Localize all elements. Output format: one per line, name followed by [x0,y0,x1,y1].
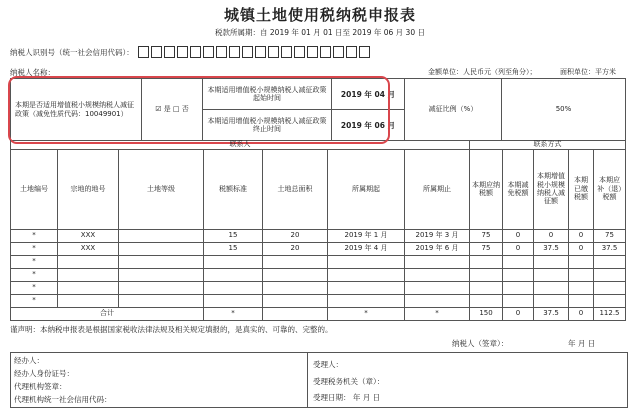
header-cell: 本期应补（退）税额 [594,149,626,229]
cell[interactable] [470,281,503,294]
cell[interactable]: * [11,229,58,242]
group-contact: 联系人 [11,140,470,149]
cell[interactable]: 75 [470,229,503,242]
cell[interactable] [119,268,204,281]
table-row [11,255,626,268]
relief-start-value[interactable]: 2019 年 04 月 [332,79,405,110]
cell[interactable] [58,268,119,281]
receive-date-label: 受理日期： 年 月 日 [313,393,381,402]
table-row [11,242,626,255]
agent-id-label: 经办人身份证号： [14,369,74,378]
cell[interactable] [503,255,534,268]
cell: 0 [569,307,594,320]
cell[interactable] [119,242,204,255]
cell[interactable] [119,281,204,294]
receiver-label: 受理人： [313,360,343,369]
table-row [11,281,626,294]
header-cell: 本期减免税额 [503,149,534,229]
form-title: 城镇土地使用税纳税申报表 [223,6,416,24]
cell[interactable] [503,281,534,294]
cell[interactable] [534,268,569,281]
taxpayer-id-boxes[interactable] [138,46,372,58]
table-row [11,268,626,281]
cell[interactable] [534,281,569,294]
taxpayer-name-label: 纳税人名称： [10,68,55,77]
declaration: 谨声明：本纳税申报表是根据国家税收法律法规及相关规定填报的，是真实的、可靠的、完整的。 [10,325,333,334]
group-contact-method: 联系方式 [470,140,626,149]
cell: 0 [503,307,534,320]
cell[interactable] [204,255,263,268]
cell[interactable]: 37.5 [594,242,626,255]
header-cell: 土地总面积 [263,149,328,229]
amount-unit: 金额单位：人民币元（列至角分）； [428,68,537,76]
relief-choice[interactable]: ☑ 是 □ 否 [142,79,203,141]
cell[interactable] [204,281,263,294]
cell[interactable]: * [11,242,58,255]
cell[interactable] [263,281,328,294]
cell[interactable] [328,255,405,268]
cell[interactable]: 15 [204,242,263,255]
cell[interactable] [263,294,328,307]
tax-period: 税款所属期：自 2019 年 01 月 01 日至 2019 年 06 月 30 日 [215,28,425,37]
relief-end-label: 本期适用增值税小规模纳税人减征政策终止时间 [203,110,332,141]
header-cell: 宗地的地号 [58,149,119,229]
cell[interactable]: 0 [534,229,569,242]
relief-ratio-label: 减征比例（%） [405,79,502,141]
cell[interactable] [204,268,263,281]
cell[interactable] [58,294,119,307]
cell: 37.5 [534,307,569,320]
cell[interactable]: 20 [263,229,328,242]
table-row [11,229,626,242]
cell: 150 [470,307,503,320]
cell[interactable] [569,294,594,307]
relief-start-label: 本期适用增值税小规模纳税人减征政策起始时间 [203,79,332,110]
cell[interactable] [569,268,594,281]
agency-sign-label: 代理机构签章： [14,382,67,391]
total-label: 合计 [11,307,204,320]
cell[interactable]: 2019 年 3 月 [405,229,470,242]
total-row [11,307,626,320]
header-cell: 本期已缴税额 [569,149,594,229]
header-cell: 土地等级 [119,149,204,229]
cell[interactable] [470,294,503,307]
cell[interactable] [534,255,569,268]
cell: * [405,307,470,320]
cell[interactable]: 0 [503,229,534,242]
cell[interactable]: 75 [594,229,626,242]
cell[interactable]: XXX [58,229,119,242]
cell[interactable] [503,294,534,307]
relief-ratio-value[interactable]: 50% [502,79,626,141]
header-cell: 所属期止 [405,149,470,229]
cell[interactable]: 15 [204,229,263,242]
cell[interactable]: * [11,281,58,294]
cell[interactable] [594,281,626,294]
cell[interactable] [569,281,594,294]
agent-label: 经办人： [14,356,44,365]
cell[interactable] [405,268,470,281]
table-header [11,149,626,229]
cell[interactable]: 0 [569,242,594,255]
cell[interactable]: 37.5 [534,242,569,255]
cell[interactable] [328,281,405,294]
cell[interactable] [470,255,503,268]
cell: 112.5 [594,307,626,320]
cell[interactable]: 2019 年 4 月 [328,242,405,255]
header-cell: 本期增值税小规模纳税人减征额 [534,149,569,229]
cell[interactable]: 2019 年 6 月 [405,242,470,255]
cell[interactable] [119,294,204,307]
cell[interactable]: * [11,294,58,307]
cell[interactable] [594,268,626,281]
area-unit: 面积单位：平方米 [560,68,616,76]
cell[interactable] [328,268,405,281]
highlight-box [8,76,390,144]
cell[interactable] [405,281,470,294]
cell: * [204,307,263,320]
cell[interactable] [119,229,204,242]
cell[interactable] [58,281,119,294]
taxpayer-id-label: 纳税人识别号（统一社会信用代码）： [10,47,134,57]
cell[interactable] [594,255,626,268]
cell[interactable]: 75 [470,242,503,255]
cell[interactable]: * [11,268,58,281]
header-cell: 本期应纳税额 [470,149,503,229]
cell[interactable] [405,255,470,268]
taxpayer-sign-label: 纳税人（签章）： [452,339,509,348]
cell[interactable] [594,294,626,307]
relief-end-value[interactable]: 2019 年 06 月 [332,110,405,141]
cell [263,307,328,320]
header-cell: 所属期起 [328,149,405,229]
cell[interactable]: 2019 年 1 月 [328,229,405,242]
agency-credit-label: 代理机构统一社会信用代码： [14,395,112,404]
sign-date: 年 月 日 [568,339,596,348]
cell[interactable] [204,294,263,307]
tax-table [10,140,626,321]
cell[interactable]: XXX [58,242,119,255]
cell[interactable] [328,294,405,307]
cell[interactable] [263,268,328,281]
cell[interactable]: 0 [569,229,594,242]
cell[interactable] [405,294,470,307]
tax-office-label: 受理税务机关（章）： [313,377,385,386]
cell[interactable] [470,268,503,281]
cell[interactable]: 20 [263,242,328,255]
taxpayer-id-row [10,46,372,58]
cell[interactable]: 0 [503,242,534,255]
cell[interactable] [119,255,204,268]
bottom-section [10,352,628,408]
header-cell: 土地编号 [11,149,58,229]
cell[interactable] [503,268,534,281]
cell[interactable] [263,255,328,268]
cell: * [328,307,405,320]
cell[interactable] [569,255,594,268]
cell[interactable]: * [11,255,58,268]
table-row [11,294,626,307]
cell[interactable] [58,255,119,268]
header-cell: 税额标准 [204,149,263,229]
relief-question: 本期是否适用增值税小规模纳税人减征政策（减免性质代码：10049901） [11,79,142,141]
cell[interactable] [534,294,569,307]
